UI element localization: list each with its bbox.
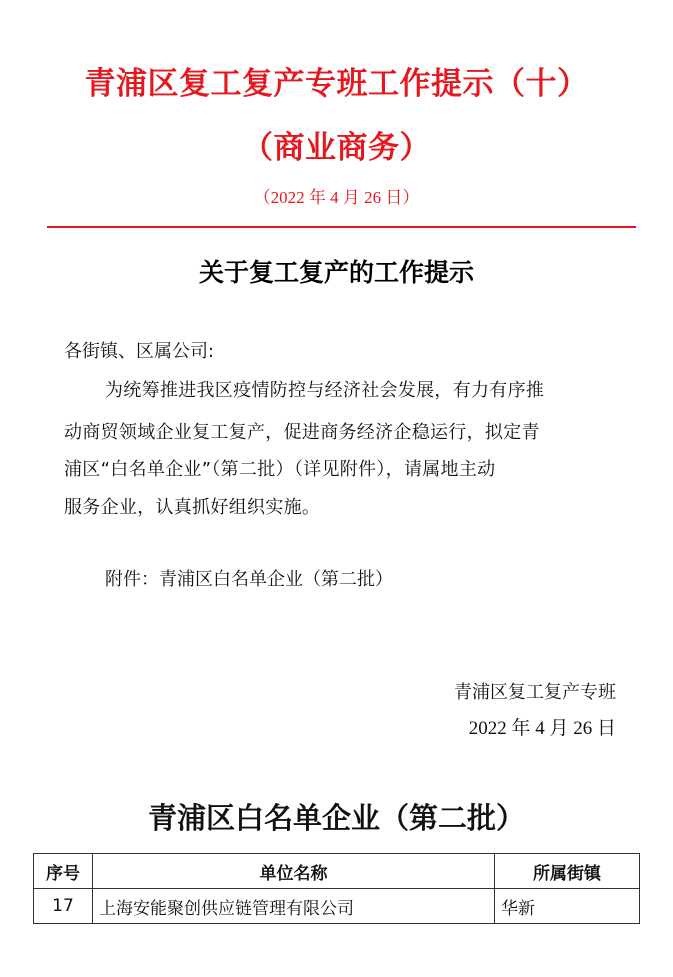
paragraph-line: 为统筹推进我区疫情防控与经济社会发展，有力有序推 <box>105 380 545 401</box>
whitelist-table <box>33 853 640 924</box>
cell-no: 17 <box>34 889 93 924</box>
paragraph-line: 浦区“白名单企业”（第二批）（详见附件），请属地主动 <box>64 459 496 480</box>
column-header-town: 所属街镇 <box>495 854 640 889</box>
table-row <box>34 889 640 924</box>
red-divider <box>47 226 636 228</box>
cell-company-name: 上海安能聚创供应链管理有限公司 <box>93 889 495 924</box>
paragraph-line: 动商贸领域企业复工复产，促进商务经济企稳运行，拟定青 <box>64 422 540 443</box>
header-date: （2022 年 4 月 26 日） <box>253 188 420 207</box>
header-title: 青浦区复工复产专班工作提示（十） <box>84 66 589 102</box>
cell-town: 华新 <box>495 889 640 924</box>
salutation: 各街镇、区属公司: <box>64 341 215 362</box>
signature-date: 2022 年 4 月 26 日 <box>468 718 616 739</box>
signature-org: 青浦区复工复产专班 <box>454 682 616 703</box>
notice-title: 关于复工复产的工作提示 <box>198 258 474 287</box>
column-header-no: 序号 <box>34 854 93 889</box>
annex-title: 青浦区白名单企业（第二批） <box>147 801 525 835</box>
column-header-name: 单位名称 <box>93 854 495 889</box>
attachment-note: 附件：青浦区白名单企业（第二批） <box>105 569 393 590</box>
header-subtitle: （商业商务） <box>242 130 431 166</box>
paragraph-line: 服务企业，认真抓好组织实施。 <box>64 497 321 518</box>
table-header-row <box>34 854 640 889</box>
